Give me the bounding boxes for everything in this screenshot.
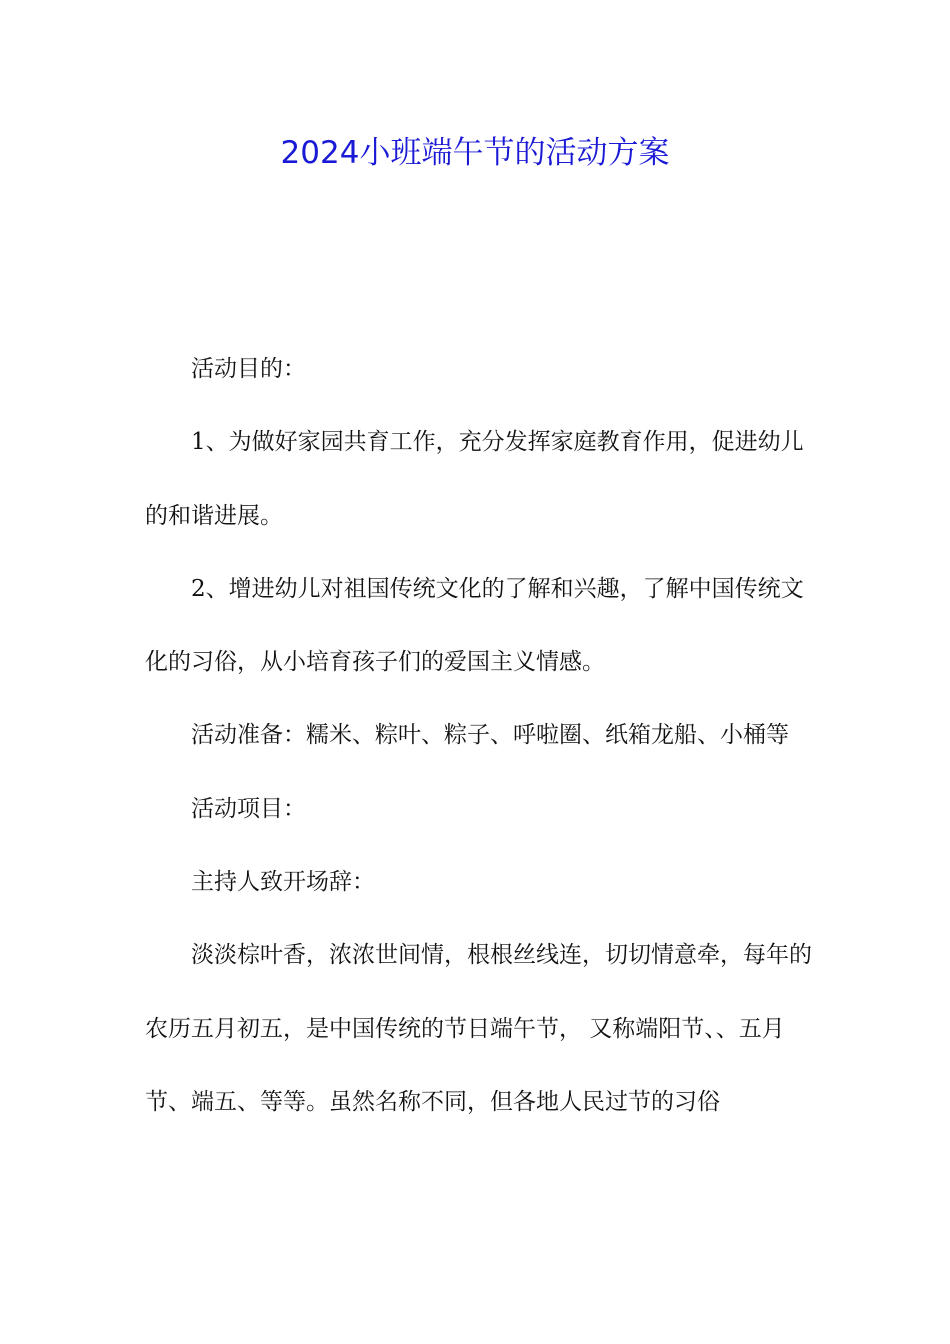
paragraph-items-heading: 活动项目： — [191, 795, 306, 822]
paragraph-preparation: 活动准备：糯米、粽叶、粽子、呼啦圈、纸箱龙船、小桶等 — [191, 722, 789, 749]
paragraph-host-speech: 淡淡棕叶香，浓浓世间情，根根丝线连，切切情意牵，每年的农历五月初五，是中国传统的节日端午节， 又称端阳节、、五月节、端五、等等。虽然名称不同，但各地人民过节的习俗 — [145, 942, 812, 1115]
paragraph-purpose-heading: 活动目的： — [191, 356, 306, 382]
paragraph-host-speech-heading: 主持人致开场辞： — [191, 869, 375, 896]
paragraph-purpose-1: 1、为做好家园共育工作，充分发挥家庭教育作用，促进幼儿的和谐进展。 — [145, 429, 804, 529]
document-title: 2024小班端午节的活动方案 — [280, 135, 670, 171]
document-body — [145, 333, 825, 1139]
paragraph-purpose-2: 2、增进幼儿对祖国传统文化的了解和兴趣，了解中国传统文化的习俗，从小培育孩子们的爱国主义情感。 — [145, 575, 804, 676]
